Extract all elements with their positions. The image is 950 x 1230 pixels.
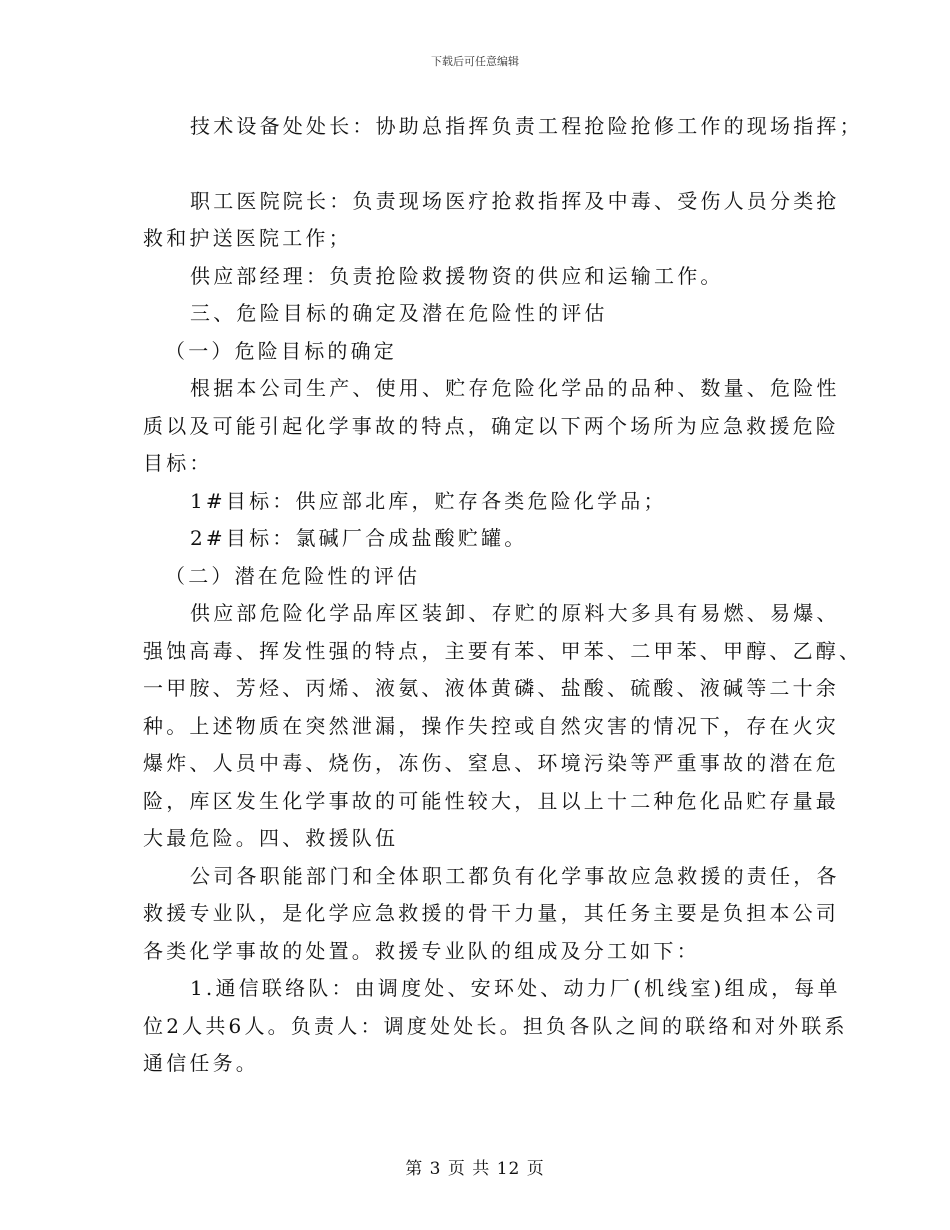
paragraph-line: 供应部危险化学品库区装卸、存贮的原料大多具有易燃、易爆、 xyxy=(190,601,840,625)
subsection-heading: （二）潜在危险性的评估 xyxy=(165,564,421,588)
paragraph-line: 根据本公司生产、使用、贮存危险化学品的品种、数量、危险性 xyxy=(190,376,840,400)
page-number: 第 3 页 共 12 页 xyxy=(405,1159,545,1179)
paragraph-line: 救援专业队，是化学应急救援的骨干力量，其任务主要是负担本公司 xyxy=(143,901,839,925)
paragraph-line: 救和护送医院工作； xyxy=(143,226,352,250)
paragraph-line: 公司各职能部门和全体职工都负有化学事故应急救援的责任，各 xyxy=(190,864,840,888)
paragraph-line: 爆炸、人员中毒、烧伤，冻伤、窒息、环境污染等严重事故的潜在危 xyxy=(143,751,839,775)
list-item: 1#目标：供应部北库，贮存各类危险化学品； xyxy=(190,489,667,513)
subsection-heading: （一）危险目标的确定 xyxy=(165,339,397,363)
paragraph-line: 目标： xyxy=(143,451,213,475)
paragraph-line: 1.通信联络队：由调度处、安环处、动力厂(机线室)组成，每单 xyxy=(190,976,841,1000)
paragraph-line: 职工医院院长：负责现场医疗抢救指挥及中毒、受伤人员分类抢 xyxy=(190,189,840,213)
section-heading: 三、危险目标的确定及潜在危险性的评估 xyxy=(190,301,608,325)
paragraph-line: 强蚀高毒、挥发性强的特点，主要有苯、甲苯、二甲苯、甲醇、乙醇、 xyxy=(143,639,863,663)
paragraph-line: 大最危险。四、救援队伍 xyxy=(143,826,399,850)
paragraph-line: 技术设备处处长：协助总指挥负责工程抢险抢修工作的现场指挥； xyxy=(190,114,863,138)
list-item: 2#目标：氯碱厂合成盐酸贮罐。 xyxy=(190,526,528,550)
page-header: 下载后可任意编辑 xyxy=(431,55,519,68)
paragraph-line: 位2人共6人。负责人：调度处处长。担负各队之间的联络和对外联系 xyxy=(143,1014,848,1038)
paragraph-line: 种。上述物质在突然泄漏，操作失控或自然灾害的情况下，存在火灾 xyxy=(143,714,839,738)
paragraph-line: 质以及可能引起化学事故的特点，确定以下两个场所为应急救援危险 xyxy=(143,414,839,438)
paragraph-line: 供应部经理：负责抢险救援物资的供应和运输工作。 xyxy=(190,264,724,288)
paragraph-line: 险，库区发生化学事故的可能性较大，且以上十二种危化品贮存量最 xyxy=(143,789,839,813)
paragraph-line: 通信任务。 xyxy=(143,1051,259,1075)
paragraph-line: 各类化学事故的处置。救援专业队的组成及分工如下： xyxy=(143,939,700,963)
paragraph-line: 一甲胺、芳烃、丙烯、液氨、液体黄磷、盐酸、硫酸、液碱等二十余 xyxy=(143,676,839,700)
